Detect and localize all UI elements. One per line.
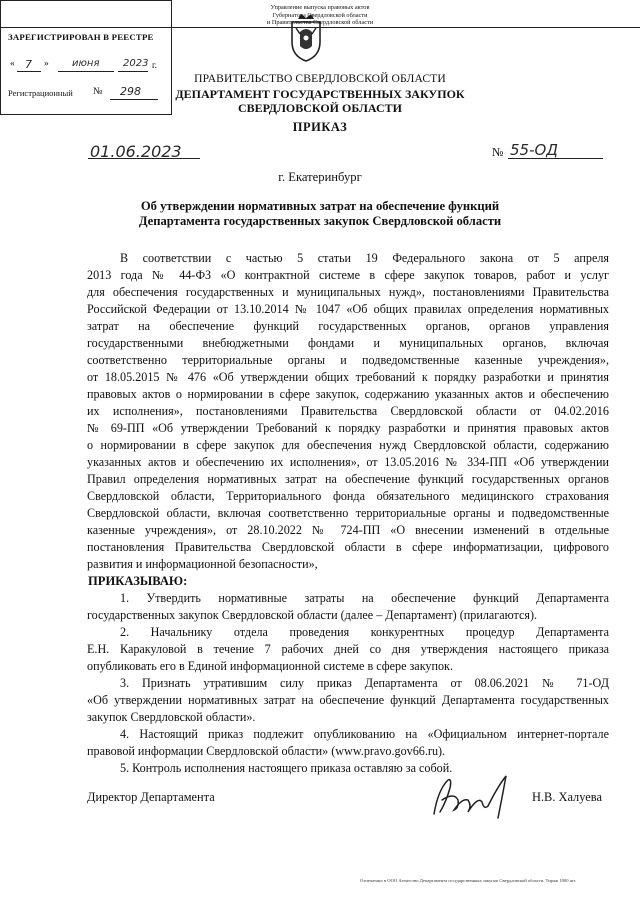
handwritten-signature — [428, 770, 520, 822]
document-type: ПРИКАЗ — [292, 120, 348, 134]
body-line: Свердловской области, включая соответственно территориальные органы и подведомственные — [87, 506, 609, 520]
body-line: 2013 года № 44-ФЗ «О контрактной системе в сфере закупок товаров, работ и услуг — [87, 268, 609, 282]
body-line: государственными внебюджетными фондами и муниципальных органов, включая — [87, 336, 609, 350]
stamp-quote-open: « — [10, 59, 15, 69]
body-line: № 69-ПП «Об утверждении Требований к порядку разработки и принятия правовых актов — [87, 421, 609, 435]
body-line: Свердловской области, Территориального фонда обязательного медицинского страхования — [87, 489, 609, 503]
city: г. Екатеринбург — [278, 170, 362, 184]
body-line: правовых актов о нормировании в сфере закупок, содержанию указанных актов и обеспечению — [87, 387, 609, 401]
order-item-line: Е.Н. Каракуловой в течение 7 рабочих дней со дня утверждения настоящего приказа — [87, 642, 609, 656]
body-line: Правил определения нормативных затрат на обеспечение функций государственных органов — [87, 472, 609, 486]
print-footer: Отпечатано в ООО Агентство Департамента государственных закупок Свердловской области. Тираж 1000 шт. — [360, 878, 577, 883]
body-line: их исполнения», постановлениями Правительства Свердловской области от 04.02.2016 — [87, 404, 609, 418]
stamp-quote-close: » — [44, 59, 49, 69]
order-item-line: 3. Признать утратившим силу приказ Департамента от 08.06.2021 № 71-ОД — [120, 676, 609, 690]
government-title: ПРАВИТЕЛЬСТВО СВЕРДЛОВСКОЙ ОБЛАСТИ — [194, 72, 446, 85]
body-line: указанных актов и обеспечению их исполнения», от 13.05.2016 № 334-ПП «Об утверждении — [87, 455, 609, 469]
body-line: о нормировании в сфере закупок для обеспечения нужд Свердловской области, содержанию — [87, 438, 609, 452]
department-title-line1: ДЕПАРТАМЕНТ ГОСУДАРСТВЕННЫХ ЗАКУПОК — [175, 87, 465, 101]
department-title-line2: СВЕРДЛОВСКОЙ ОБЛАСТИ — [238, 101, 402, 115]
signatory-role: Директор Департамента — [87, 790, 215, 804]
stamp-year: 2023 — [123, 58, 149, 69]
body-line: развития и информационной безопасности», — [87, 557, 318, 571]
body-line: казенные учреждения», от 28.10.2022 № 724-ПП «О внесении изменений в отдельные — [87, 523, 609, 537]
stamp-reg-number: 298 — [120, 85, 141, 98]
stamp-day: 7 — [25, 58, 32, 71]
order-item-line: 2. Начальнику отдела проведения конкурентных процедур Департамента — [120, 625, 609, 639]
stamp-num-sign: № — [93, 86, 103, 97]
order-date: 01.06.2023 — [90, 142, 182, 161]
stamp-header-line: Управление выпуска правовых актов — [270, 4, 370, 11]
order-item-line: закупок Свердловской области». — [87, 710, 256, 724]
order-title-line2: Департамента государственных закупок Свердловской области — [138, 214, 502, 228]
body-line: постановления Правительства Свердловской области в сфере информатизации, цифрового — [87, 540, 609, 554]
date-underline — [88, 158, 200, 159]
body-line: для обеспечения государственных и муниципальных нужд», постановлениями Правительства — [87, 285, 609, 299]
stamp-header-line: Губернатора Свердловской области — [272, 11, 368, 19]
stamp-reg-label: Регистрационный — [8, 88, 73, 98]
order-item-line: «Об утверждении нормативных затрат на обеспечение функций Департамента государственных — [87, 693, 609, 707]
stamp-registered-label: ЗАРЕГИСТРИРОВАН В РЕЕСТРЕ — [8, 32, 154, 42]
body-line: от 18.05.2015 № 476 «Об утверждении общих требований к порядку разработки и принятия — [87, 370, 609, 384]
order-item-line: правовой информации Свердловской области» (www.pravo.gov66.ru). — [87, 744, 446, 758]
body-line: В соответствии с частью 5 статьи 19 Федерального закона от 5 апреля — [120, 251, 609, 265]
order-item-line: 5. Контроль исполнения настоящего приказа оставляю за собой. — [120, 761, 453, 775]
stamp-month: июня — [72, 58, 100, 69]
signatory-name: Н.В. Халуева — [532, 790, 602, 804]
stamp-header-line: и Правительства Свердловской области — [266, 19, 374, 26]
order-item-line: 1. Утвердить нормативные затраты на обеспечение функций Департамента — [120, 591, 609, 605]
orders-heading: ПРИКАЗЫВАЮ: — [88, 574, 188, 588]
order-item-line: государственных закупок Свердловской области (далее – Департамент) (прилагаются). — [87, 608, 538, 622]
order-title-line1: Об утверждении нормативных затрат на обеспечение функций — [140, 199, 500, 213]
stamp-header — [0, 0, 640, 28]
body-line: соответственно территориальные органы и подведомственные казенные учреждения», — [87, 353, 609, 367]
body-line: затрат на обеспечение функций государственных органов, органов управления — [87, 319, 609, 333]
stamp-year-suffix: г. — [152, 60, 157, 70]
number-underline — [508, 158, 603, 159]
order-item-line: опубликовать его в Единой информационной системе в сфере закупок. — [87, 659, 453, 673]
body-line: Российской Федерации от 13.10.2014 № 1047 «Об общих правилах определения нормативных — [87, 302, 609, 316]
order-number-sign: № — [492, 145, 504, 159]
order-item-line: 4. Настоящий приказ подлежит опубликованию на «Официальном интернет-портале — [120, 727, 609, 741]
order-number: 55-ОД — [510, 141, 559, 159]
